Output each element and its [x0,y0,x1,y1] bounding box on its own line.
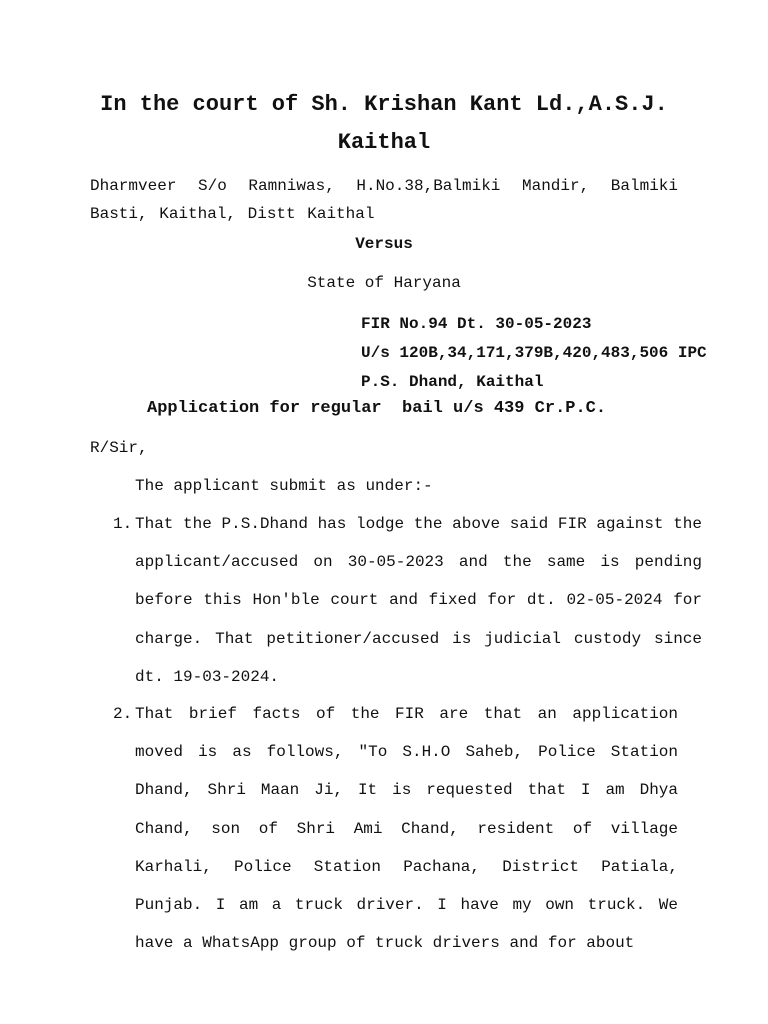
court-heading-line-2: Kaithal [337,130,431,155]
court-heading [60,86,708,162]
paragraph-item [90,505,702,696]
paragraph-item [90,695,678,962]
applicant-details: Dharmveer S/o Ramniwas, H.No.38,Balmiki Mandir, Balmiki Basti, Kaithal, Distt Kaithal [90,177,678,223]
court-heading-line-1: In the court of Sh. Krishan Kant Ld.,A.S.J. [100,92,668,117]
paragraph-text: That brief facts of the FIR are that an application moved is as follows, "To S.H.O Saheb, Police Station Dhand, Shri Maan Ji, It is requested that I am Dhya Chand, son of Shri Ami Chand, resident of village Karhali, Police Station Pachana, District Patiala, Punjab. I am a truck driver. I have my own truck. We have a WhatsApp group of truck drivers and for about [135,705,678,953]
salutation: R/Sir, [90,439,148,457]
fir-details [361,310,707,397]
police-station: P.S. Dhand, Kaithal [361,373,544,391]
paragraph-text: That the P.S.Dhand has lodge the above said FIR against the applicant/accused on 30-05-2023 and the same is pending before this Hon'ble court and fixed for dt. 02-05-2024 for charge. That petitioner/accused is judicial custody since dt. 19-03-2024. [135,515,702,686]
fir-sections: U/s 120B,34,171,379B,420,483,506 IPC [361,344,707,362]
respondent-name: State of Haryana [307,274,461,292]
application-title: Application for regular bail u/s 439 Cr.P.C. [147,399,607,418]
intro-line: The applicant submit as under:- [135,477,433,495]
paragraph-number: 1. [113,515,133,533]
fir-number: FIR No.94 Dt. 30-05-2023 [361,315,592,333]
paragraph-number: 2. [113,705,133,723]
versus-label: Versus [355,235,413,253]
